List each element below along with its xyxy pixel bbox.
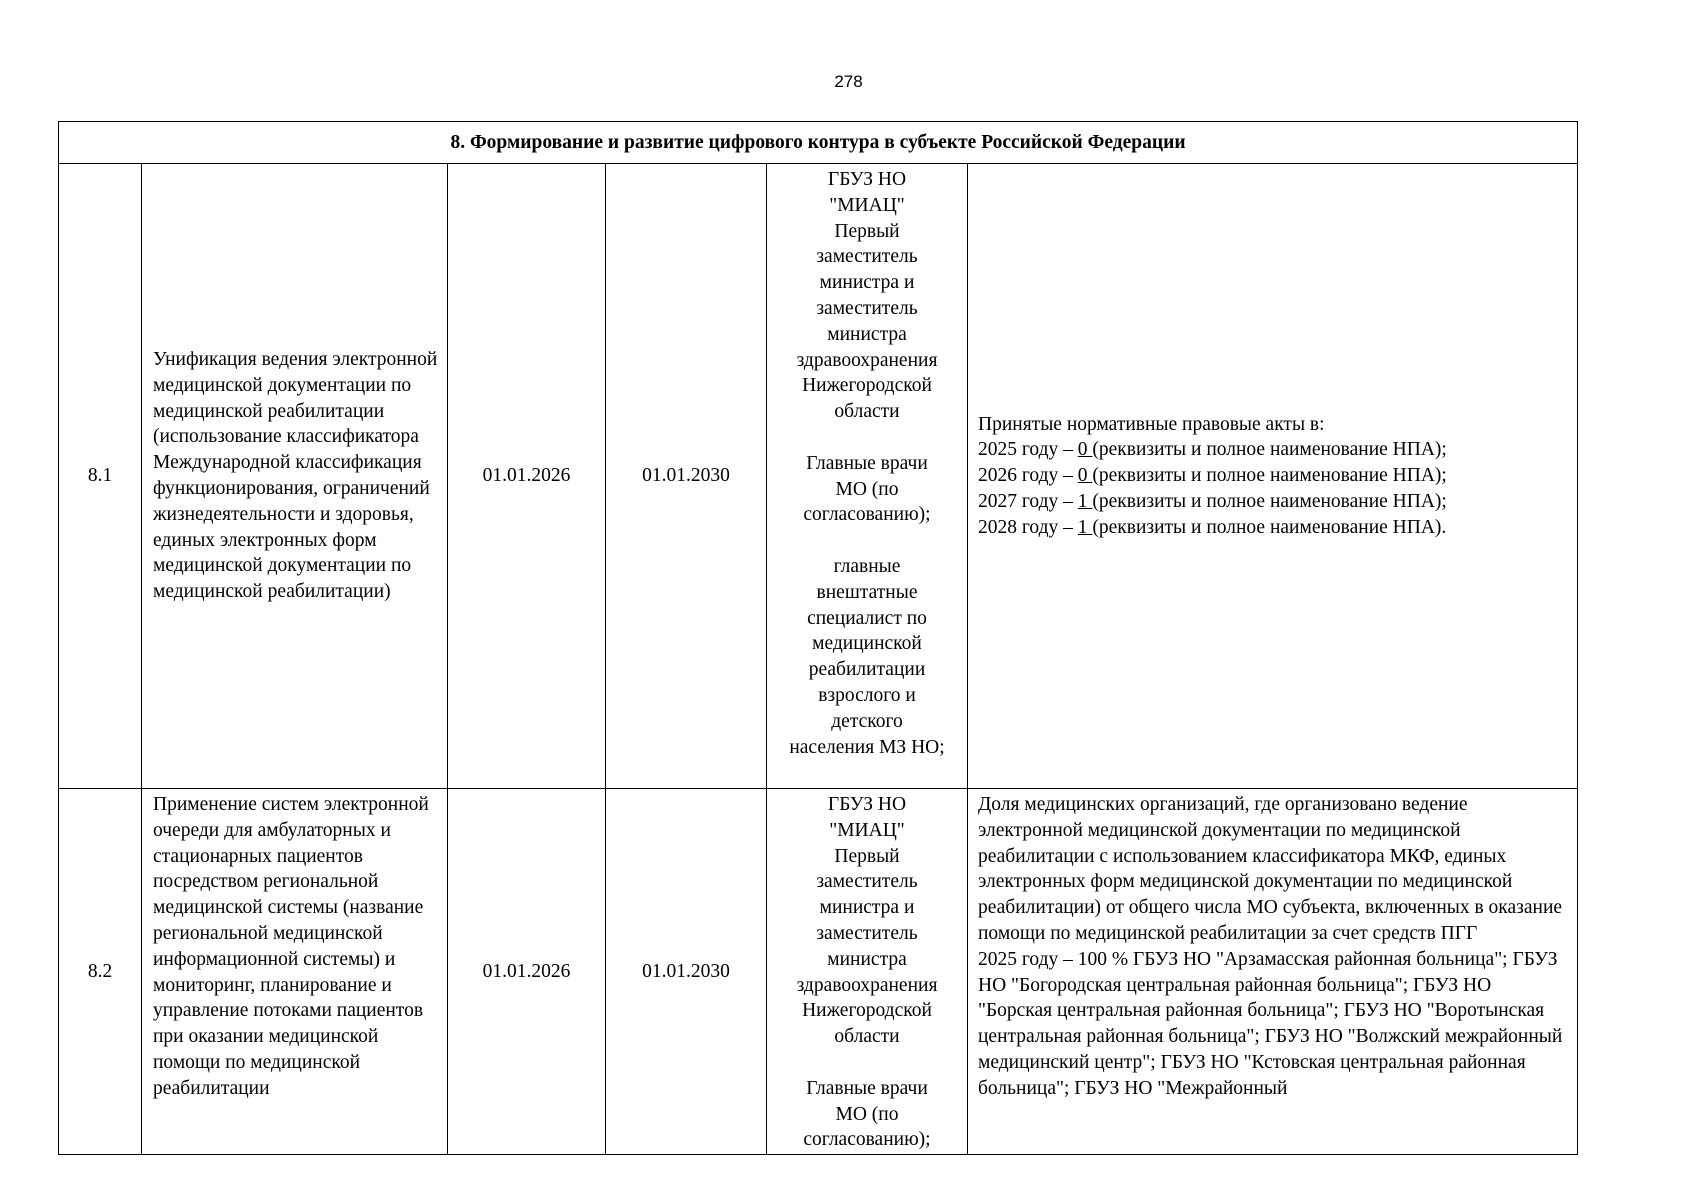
year-label: 2028 году – [978,516,1078,538]
item-number: 8.1 [59,164,142,789]
responsible-executors [767,789,968,1155]
measures-table [58,121,1578,1155]
year-value: 0 [1077,439,1093,461]
year-value: 0 [1077,465,1093,487]
end-date: 01.01.2030 [606,164,767,789]
year-value: 1 [1077,516,1093,538]
result-text-block [978,792,1569,1151]
table-row [59,164,1578,789]
result-intro: Принятые нормативные правовые акты в: [978,413,1325,435]
measure-name-text: Применение систем электронной очереди для амбулаторных и стационарных пациентов посредством региональной медицинской системы (название региональной медицинской информационной системы) и мониторинг, планирование и управление потоками пациентов при оказании медицинской помощи по медицинской реабилитации [153,794,429,1099]
measure-name: Унификация ведения электронной медицинской документации по медицинской реабилитации (использование классификатора Международной классификация функционирования, ограничений жизнедеятельности и здоровья, единых электронных форм медицинской документации по медицинской реабилитации) [142,164,448,789]
year-note: (реквизиты и полное наименование НПА); [1092,490,1447,512]
year-line [978,515,1569,541]
measure-name [142,789,448,1155]
year-note: (реквизиты и полное наименование НПА); [1092,439,1447,461]
year-line [978,463,1569,489]
table-row [59,789,1578,1155]
end-date: 01.01.2030 [606,789,767,1155]
year-line [978,489,1569,515]
expected-result [968,164,1578,789]
section-title: 8. Формирование и развитие цифрового контура в субъекте Российской Федерации [59,122,1578,164]
year-line [978,437,1569,463]
responsible-text: ГБУЗ НО "МИАЦ" Первый заместитель министра и заместитель министра здравоохранения Нижегородской области Главные врачи МО (по согласованию); [796,794,938,1151]
year-value: 1 [1077,490,1093,512]
year-label: 2026 году – [978,465,1078,487]
year-note: (реквизиты и полное наименование НПА). [1092,516,1447,538]
section-header-row [59,122,1578,164]
page-number: 278 [834,72,863,91]
result-description: Доля медицинских организаций, где организовано ведение электронной медицинской документации по медицинской реабилитации с использованием классификатора МКФ, единых электронных форм медицинской документации по медицинской реабилитации) от общего числа МО субъекта, включенных в оказание помощи по медицинской реабилитации за счет средств ПГГ [978,794,1563,944]
responsible-executors: ГБУЗ НО "МИАЦ" Первый заместитель министра и заместитель министра здравоохранения Нижегородской области Главные врачи МО (по согласованию); главные внештатные специалист по медицинской реабилитации взрослого и детского населения МЗ НО; [767,164,968,789]
year-label: 2027 году – [978,490,1078,512]
expected-result [968,789,1578,1155]
year-note: (реквизиты и полное наименование НПА); [1092,465,1447,487]
result-2025: 2025 году – 100 % ГБУЗ НО "Арзамасская районная больница"; ГБУЗ НО "Богородская центральная районная больница"; ГБУЗ НО "Борская центральная районная больница"; ГБУЗ НО "Воротынская центральная районная больница"; ГБУЗ НО "Волжский межрайонный медицинский центр"; ГБУЗ НО "Кстовская центральная районная больница"; ГБУЗ НО "Межрайонный [978,948,1563,1099]
start-date: 01.01.2026 [448,164,606,789]
year-label: 2025 году – [978,439,1078,461]
item-number: 8.2 [59,789,142,1155]
start-date: 01.01.2026 [448,789,606,1155]
